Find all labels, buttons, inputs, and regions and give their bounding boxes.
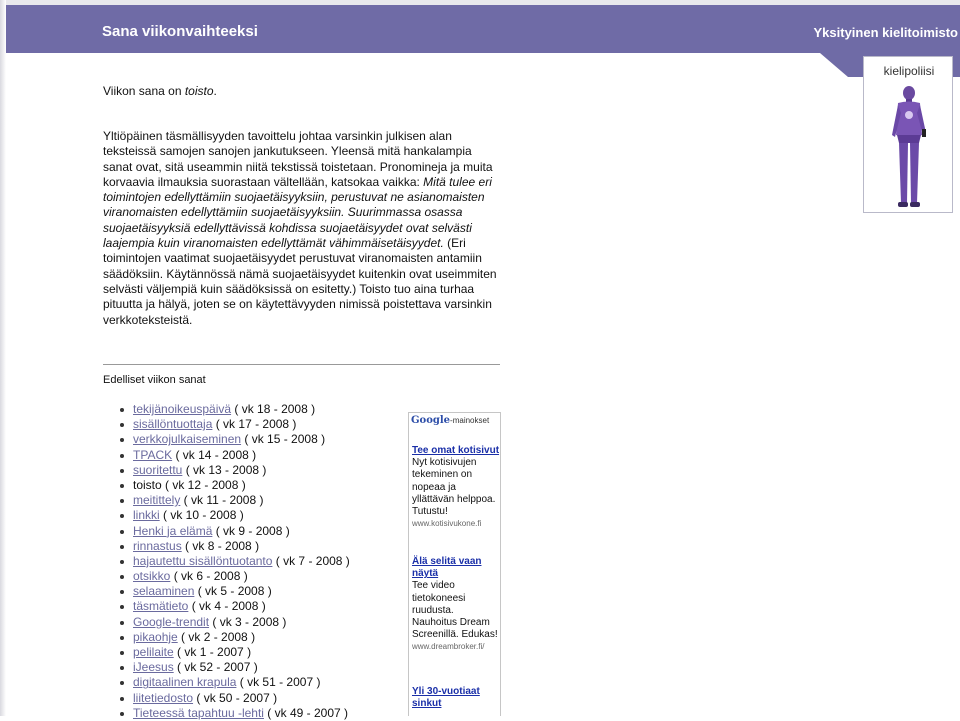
previous-word-week: ( vk 3 - 2008 ) — [209, 614, 287, 629]
previous-word-item — [120, 508, 350, 523]
previous-word-item — [120, 569, 350, 584]
previous-word-week: ( vk 18 - 2008 ) — [231, 402, 316, 416]
ad-item[interactable] — [412, 686, 500, 710]
ad-text: Nyt kotisivujen tekeminen on nopeaa ja yllättävän helppoa. Tutustu! — [412, 457, 496, 518]
previous-word-item — [120, 402, 350, 417]
previous-words-title: Edelliset viikon sanat — [103, 374, 206, 386]
ad-title[interactable]: Älä selitä vaan näytä — [412, 556, 482, 580]
previous-word-week: ( vk 1 - 2007 ) — [173, 645, 252, 659]
previous-word-link[interactable]: linkki — [133, 508, 160, 523]
bullet-icon — [120, 423, 124, 427]
previous-word-link[interactable]: verkkojulkaiseminen — [133, 432, 242, 447]
previous-word-link: toisto — [133, 477, 162, 492]
bullet-icon — [120, 605, 124, 609]
article-text-2: (Eri toimintojen vaatimat suojaetäisyydet perustuvat viranomaisten antamiin säädöksiin. Käytännössä nämä suojaetäisyydet kuitenkin ovat useimmiten selvästi väljempiä kuin säädöksissä on esitetty.) Toisto tuo aina turhaa pituutta ja hälyä, joten se on käytettävyyden nimissä poistettava varsinkin verkkoteksteistä. — [103, 236, 497, 327]
kielipoliisi-box[interactable] — [863, 56, 953, 213]
bullet-icon — [120, 530, 124, 534]
bullet-icon — [120, 484, 124, 488]
previous-word-week: ( vk 11 - 2008 ) — [180, 493, 264, 508]
previous-word-link[interactable]: pikaohje — [133, 629, 178, 644]
ad-url[interactable]: www.dreambroker.fi/ — [412, 642, 485, 652]
bullet-icon — [120, 454, 124, 458]
police-figure-icon — [887, 83, 931, 211]
previous-word-week: ( vk 2 - 2008 ) — [177, 629, 256, 644]
article-example-italic: Mitä tulee eri toimintojen edellyttämiin suojaetäisyyksiin, perustuvat ne asianomaisten viranomaisten edellyttämiin suojaetäisyyksiin. Suurimmassa osassa suojaetäisyyksiä edellyttävissä kohdissa suojaetäisyydet ovat selvästi laajempia kuin viranomaisten edellyttämät vähimmäisetäisyydet. — [103, 174, 492, 251]
site-org-name: Yksityinen kielitoimisto — [813, 25, 958, 40]
previous-word-item — [120, 584, 350, 599]
ad-text: Tee video tietokoneesi ruudusta. Nauhoitus Dream Screenillä. Edukas! — [412, 580, 498, 641]
previous-word-week: ( vk 14 - 2008 ) — [172, 447, 257, 462]
previous-word-item — [120, 463, 350, 478]
previous-word-link[interactable]: hajautettu sisällöntuotanto — [133, 553, 273, 568]
previous-word-item — [120, 691, 350, 706]
previous-word-week: ( vk 12 - 2008 ) — [161, 477, 246, 492]
previous-word-link[interactable]: tekijänoikeuspäivä — [133, 402, 232, 416]
previous-word-item — [120, 539, 350, 554]
ad-item[interactable] — [412, 556, 500, 654]
previous-word-week: ( vk 15 - 2008 ) — [241, 432, 326, 447]
previous-word-link[interactable]: suoritettu — [133, 462, 183, 477]
previous-word-link[interactable]: TPACK — [133, 447, 173, 462]
previous-word-item — [120, 554, 350, 569]
bullet-icon — [120, 575, 124, 579]
previous-word-item — [120, 645, 350, 660]
bullet-icon — [120, 499, 124, 503]
previous-word-link[interactable]: meitittely — [133, 493, 181, 508]
previous-word-link[interactable]: pelilaite — [133, 645, 174, 659]
bullet-icon — [120, 681, 124, 685]
previous-word-week: ( vk 8 - 2008 ) — [181, 538, 260, 553]
previous-word-link[interactable]: digitaalinen krapula — [133, 675, 237, 690]
previous-word-week: ( vk 13 - 2008 ) — [182, 462, 267, 477]
previous-word-link[interactable]: selaaminen — [133, 584, 195, 599]
bullet-icon — [120, 469, 124, 473]
bullet-icon — [120, 651, 124, 655]
article-body — [103, 129, 503, 328]
previous-word-item — [120, 478, 350, 493]
ads-label: -mainokset — [450, 416, 490, 425]
intro-word: toisto — [184, 84, 214, 98]
previous-word-item — [120, 675, 350, 690]
previous-word-week: ( vk 9 - 2008 ) — [212, 523, 290, 538]
previous-word-item — [120, 706, 350, 721]
site-header — [6, 5, 960, 53]
previous-word-link[interactable]: Google-trendit — [133, 614, 210, 629]
previous-word-link[interactable]: otsikko — [133, 569, 171, 584]
bullet-icon — [120, 666, 124, 670]
bullet-icon — [120, 560, 124, 564]
bullet-icon — [120, 545, 124, 549]
ad-title[interactable]: Yli 30-vuotiaat sinkut — [412, 686, 480, 710]
ads-header — [411, 415, 489, 427]
bullet-icon — [120, 697, 124, 701]
previous-word-item — [120, 630, 350, 645]
bullet-icon — [120, 636, 124, 640]
intro-suffix: . — [213, 84, 217, 98]
bullet-icon — [120, 712, 124, 716]
previous-word-item — [120, 615, 350, 630]
bullet-icon — [120, 408, 124, 412]
previous-word-week: ( vk 51 - 2007 ) — [236, 675, 321, 690]
previous-word-week: ( vk 17 - 2008 ) — [212, 417, 297, 432]
week-word-intro — [103, 84, 217, 98]
ad-item[interactable] — [412, 445, 500, 530]
ad-url[interactable]: www.kotisivukone.fi — [412, 519, 482, 529]
site-title: Sana viikonvaihteeksi — [102, 23, 258, 40]
bullet-icon — [120, 621, 124, 625]
article-text-1: Yltiöpäinen täsmällisyyden tavoittelu johtaa varsinkin julkisen alan teksteissä samojen sanojen jankutukseen. Yleensä mitä hankalampia sanat ovat, sitä useammin niitä tekstissä toistetaan. Pronomineja ja muita korvaavia ilmauksia suorastaan vältellään, katsokaa vaikka: — [103, 129, 493, 189]
previous-word-link[interactable]: Tieteessä tapahtuu -lehti — [133, 705, 264, 720]
previous-word-week: ( vk 50 - 2007 ) — [193, 690, 278, 705]
previous-word-item — [120, 432, 350, 447]
previous-word-item — [120, 493, 350, 508]
previous-word-week: ( vk 6 - 2008 ) — [170, 569, 248, 584]
google-logo: Google — [411, 415, 451, 426]
previous-word-week: ( vk 5 - 2008 ) — [194, 584, 272, 599]
previous-word-link[interactable]: Henki ja elämä — [133, 523, 213, 538]
previous-word-link[interactable]: sisällöntuottaja — [133, 417, 213, 432]
side-box-title: kielipoliisi — [883, 64, 935, 78]
bullet-icon — [120, 590, 124, 594]
previous-word-week: ( vk 52 - 2007 ) — [173, 660, 258, 675]
previous-word-link[interactable]: täsmätieto — [133, 599, 189, 614]
previous-word-week: ( vk 49 - 2007 ) — [263, 705, 349, 720]
page-left-shadow — [0, 0, 6, 716]
previous-word-link[interactable]: liitetiedosto — [133, 690, 194, 705]
previous-word-item — [120, 660, 350, 675]
previous-word-link[interactable]: iJeesus — [133, 660, 174, 675]
intro-prefix: Viikon sana on — [103, 84, 185, 98]
previous-words-list — [120, 402, 350, 721]
previous-word-item — [120, 524, 350, 539]
previous-word-link[interactable]: rinnastus — [133, 538, 182, 553]
previous-word-item — [120, 448, 350, 463]
previous-word-week: ( vk 7 - 2008 ) — [272, 553, 350, 568]
previous-word-week: ( vk 4 - 2008 ) — [188, 599, 266, 614]
ad-title[interactable]: Tee omat kotisivut — [412, 445, 500, 456]
bullet-icon — [120, 438, 124, 442]
bullet-icon — [120, 514, 124, 518]
section-divider — [103, 364, 500, 365]
previous-word-week: ( vk 10 - 2008 ) — [159, 508, 244, 523]
previous-word-item — [120, 417, 350, 432]
google-ads-box — [408, 412, 501, 716]
previous-word-item — [120, 599, 350, 614]
